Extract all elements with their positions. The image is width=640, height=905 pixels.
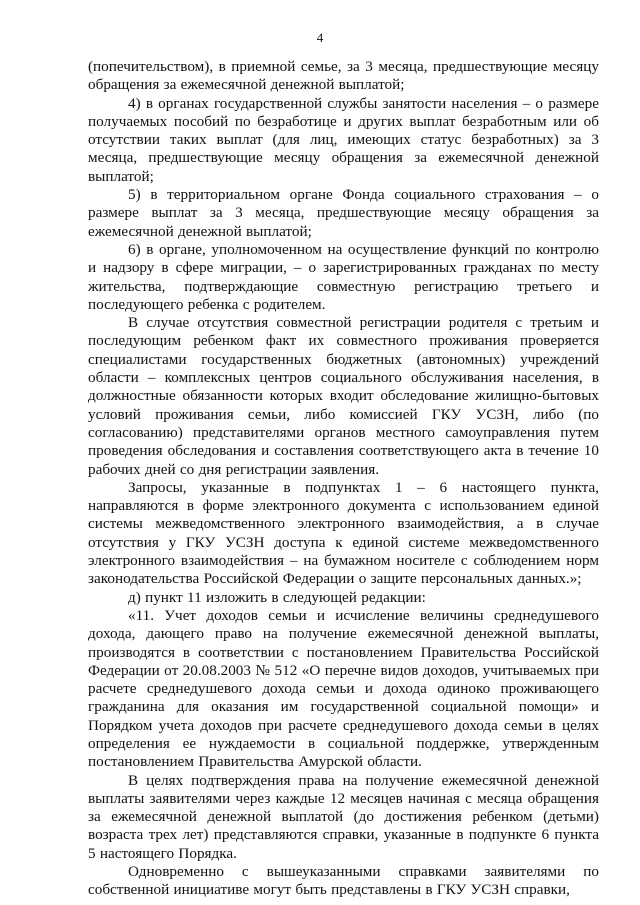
document-body bbox=[88, 58, 599, 900]
paragraph-item-5-social-insurance-fund: 5) в территориальном органе Фонда социального страхования – о размере выплат за 3 месяца, предшествующие месяцу обращения за ежемесячной денежной выплатой; bbox=[88, 186, 599, 240]
paragraph-interagency-requests: Запросы, указанные в подпунктах 1 – 6 настоящего пункта, направляются в форме электронного документа с использованием единой системы межведомственного электронного взаимодействия, а в случае отсутствия у ГКУ УСЗН доступа к единой системе межведомственного электронного взаимодействия – на бумажном носителе с соблюдением норм законодательства Российской Федерации о защите персональных данных.»; bbox=[88, 478, 599, 588]
paragraph-additional-certificates: Одновременно с вышеуказанными справками заявителями по собственной инициативе могут быть представлены в ГКУ УСЗН справки, bbox=[88, 863, 599, 899]
paragraph-guardianship-continuation: (попечительством), в приемной семье, за 3 месяца, предшествующие месяцу обращения за ежемесячной денежной выплатой; bbox=[88, 58, 599, 94]
paragraph-right-confirmation: В целях подтверждения права на получение ежемесячной денежной выплаты заявителями через каждые 12 месяцев начиная с месяца обращения за ежемесячной денежной выплатой (до достижения ребенком (детьми) возраста трех лет) представляются справки, указанные в подпункте 6 пункта 5 настоящего Порядка. bbox=[88, 771, 599, 862]
paragraph-item-d-amendment: д) пункт 11 изложить в следующей редакции: bbox=[128, 588, 426, 606]
paragraph-item-6-migration-authority: 6) в органе, уполномоченном на осуществление функций по контролю и надзору в сфере миграции, – о зарегистрированных гражданах по месту жительства, подтверждающие совместную регистрацию третьего и последующего ребенка с родителем. bbox=[88, 240, 599, 313]
page-number: 4 bbox=[316, 30, 324, 45]
paragraph-item-4-employment-service: 4) в органах государственной службы занятости населения – о размере получаемых пособий по безработице и других выплат безработным или об отсутствии таких выплат (для лиц, имеющих статус безработных) за 3 месяца, предшествующие месяцу обращения за ежемесячной денежной выплатой; bbox=[88, 94, 599, 185]
paragraph-joint-residence-verification: В случае отсутствия совместной регистрации родителя с третьим и последующим ребенком факт их совместного проживания проверяется специалистами государственных бюджетных (автономных) учреждений области – комплексных центров социального обслуживания населения, в должностные обязанности которых входит обследование жилищно-бытовых условий проживания семьи, либо комиссией ГКУ УСЗН, либо (по согласованию) представителями органов местного самоуправления путем проведения обследования и составления соответствующего акта в течение 10 рабочих дней со дня регистрации заявления. bbox=[88, 314, 599, 478]
paragraph-point-11-income-accounting: «11. Учет доходов семьи и исчисление величины среднедушевого дохода, дающего право на получение ежемесячной денежной выплаты, производятся в соответствии с постановлением Правительства Российской Федерации от 20.08.2003 № 512 «О перечне видов доходов, учитываемых при расчете среднедушевого дохода семьи и дохода одиноко проживающего гражданина для оказания им государственной социальной помощи» и Порядком учета доходов при расчете среднедушевого дохода семьи в целях определения ее нуждаемости в социальной поддержке, утвержденным постановлением Правительства Амурской области. bbox=[88, 606, 599, 771]
